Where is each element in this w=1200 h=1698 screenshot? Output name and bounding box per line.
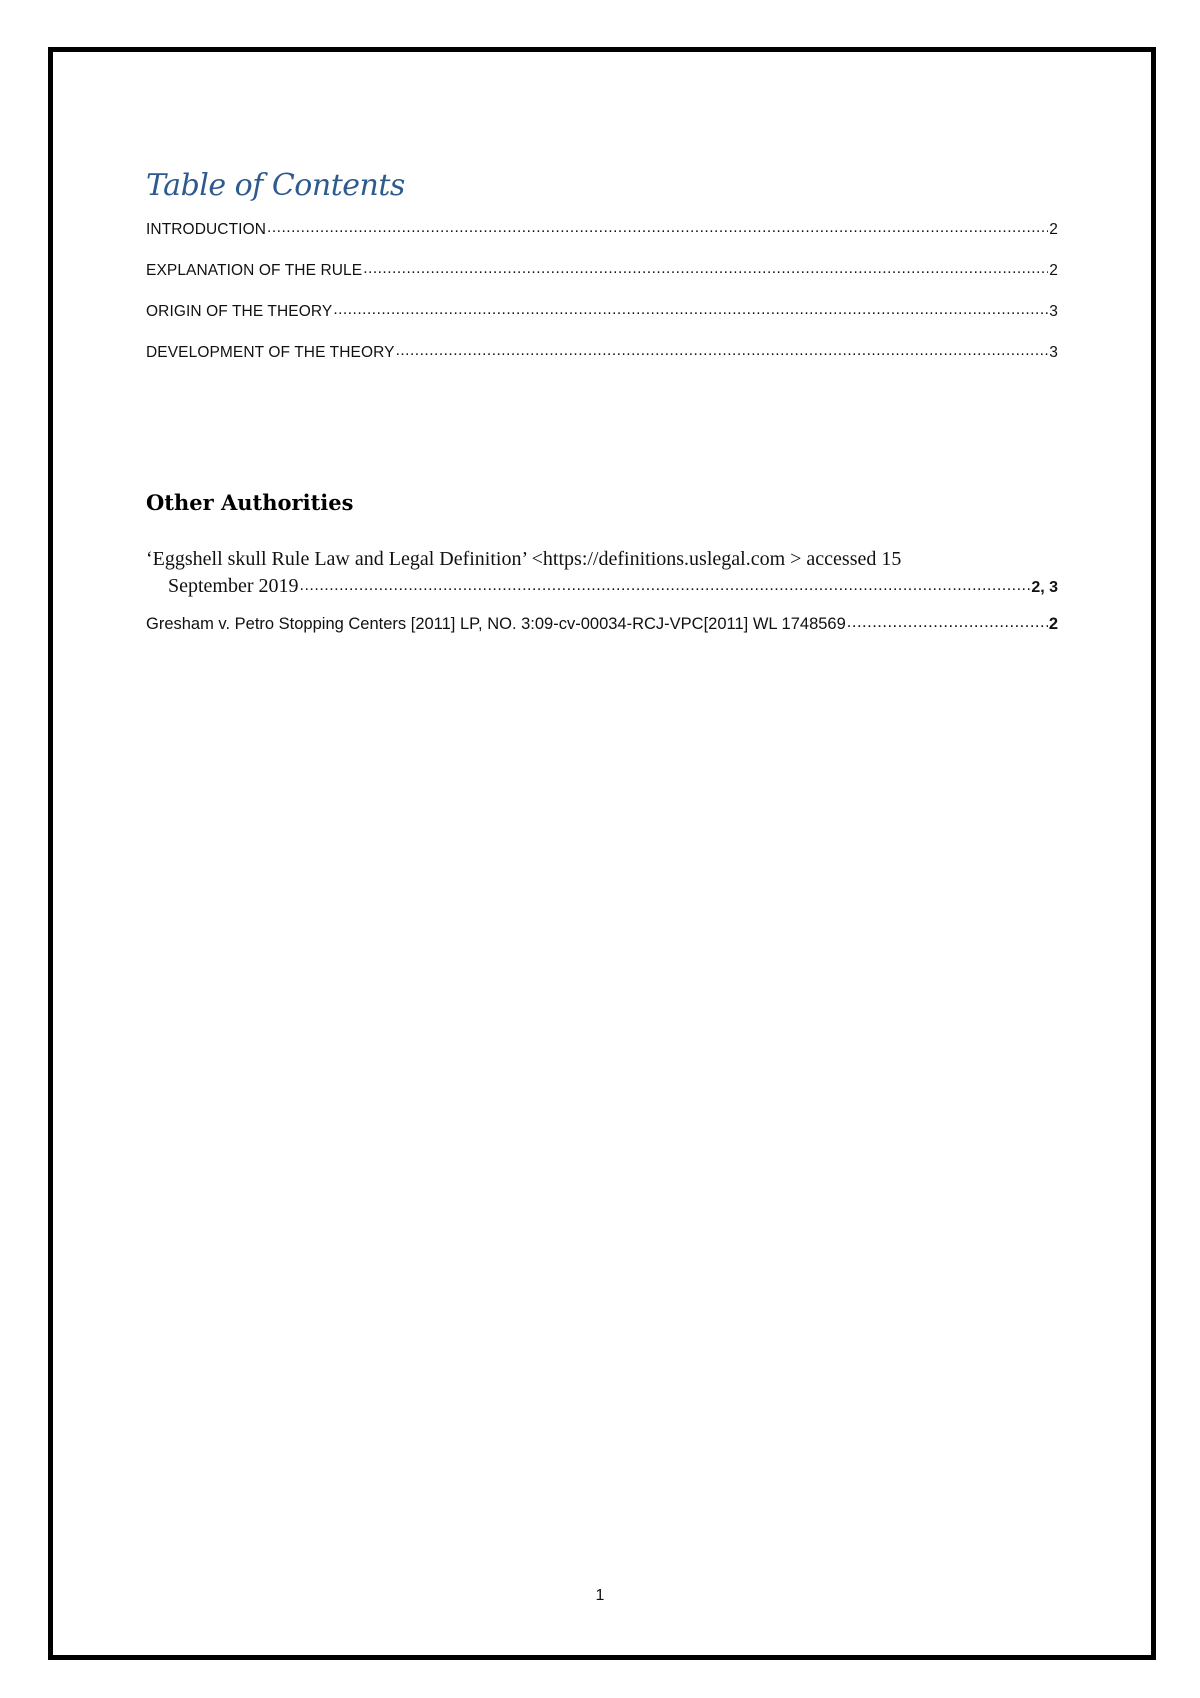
- toc-entry-page: 2: [1049, 220, 1058, 238]
- toc-entry-page: 3: [1049, 302, 1058, 320]
- authority-entry-eggshell[interactable]: [146, 548, 1058, 598]
- toc-leader-dots: [333, 300, 1048, 316]
- other-authorities-heading: Other Authorities: [146, 490, 354, 515]
- toc-entry-label: EXPLANATION OF THE RULE: [146, 261, 363, 279]
- authority-entry-line: ‘Eggshell skull Rule Law and Legal Definition’ <https://definitions.uslegal.com > accessed 15: [146, 548, 902, 570]
- toc-leader-dots: [363, 259, 1048, 275]
- authority-entry-pages: 2, 3: [1031, 579, 1058, 596]
- toc-entry-explanation[interactable]: [146, 259, 1058, 280]
- footer-page-number: 1: [595, 1587, 605, 1604]
- toc-entry-label: ORIGIN OF THE THEORY: [146, 302, 333, 320]
- page-border: [48, 47, 1156, 1660]
- authority-leader-dots: [300, 576, 1031, 592]
- authority-entry-pages: 2: [1048, 614, 1058, 633]
- toc-title: Table of Contents: [146, 168, 405, 203]
- toc-leader-dots: [396, 341, 1049, 357]
- toc-leader-dots: [267, 218, 1048, 234]
- authority-leader-dots: [847, 612, 1048, 629]
- toc-entry-origin[interactable]: [146, 300, 1058, 321]
- authority-entry-line: September 2019: [168, 575, 299, 597]
- toc-entry-page: 3: [1049, 343, 1058, 361]
- toc-entry-label: DEVELOPMENT OF THE THEORY: [146, 343, 395, 361]
- toc-entry-page: 2: [1049, 261, 1058, 279]
- authority-entry-text: Gresham v. Petro Stopping Centers [2011] LP, NO. 3:09-cv-00034-RCJ-VPC[2011] WL 1748569: [146, 614, 846, 633]
- toc-entry-label: INTRODUCTION: [146, 220, 267, 238]
- toc-entry-development[interactable]: [146, 341, 1058, 362]
- toc-entry-introduction[interactable]: [146, 218, 1058, 239]
- authority-entry-gresham[interactable]: [146, 612, 1058, 634]
